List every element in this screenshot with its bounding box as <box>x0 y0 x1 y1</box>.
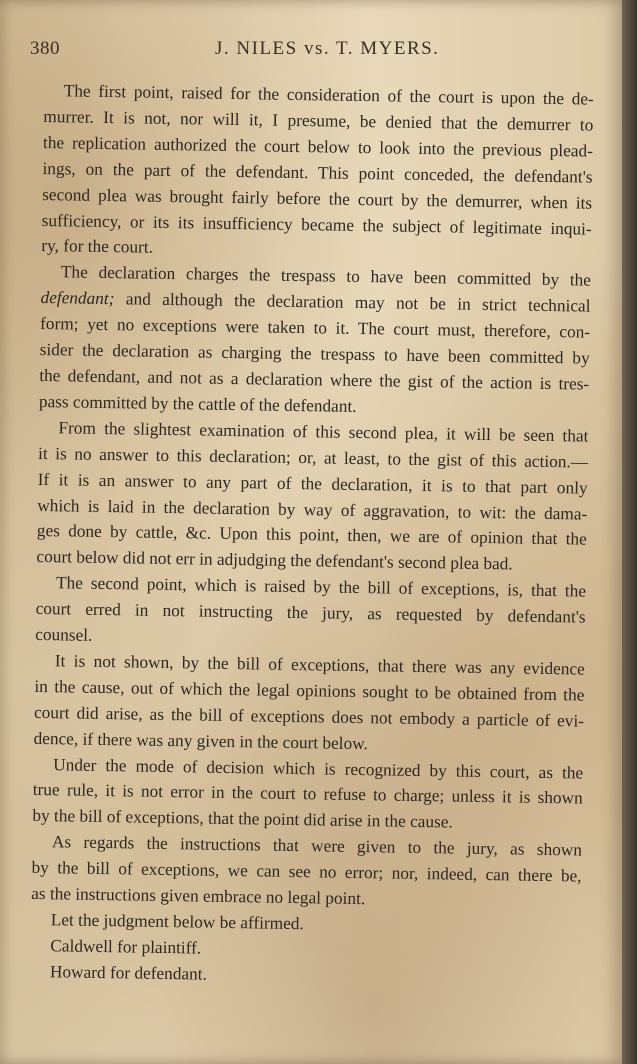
text-line: true rule, it is not error in the court to refuse to charge; unless it is shown <box>32 780 583 809</box>
text-line: which is laid in the declaration by way of aggravation, to wit: the dama- <box>37 495 588 524</box>
text-line: The declaration charges the trespass to have been committed by the <box>60 262 592 290</box>
paragraph-evidence <box>33 648 585 760</box>
text-line: ges done by cattle, &c. Upon this point, then, we are of opinion that the <box>36 521 587 549</box>
judgment-line: Let the judgment below be affirmed. <box>50 910 304 934</box>
text-line: It is not shown, by the bill of exceptions, that there was any evidence <box>54 651 585 679</box>
text-line: sufficiency, or its its insufficiency became the subject of legitimate inqui- <box>41 210 592 239</box>
text-line: ings, on the part of the defendant. This point conceded, the defendant's <box>42 158 593 187</box>
text-line: the defendant, and not as a declaration where the gist of the action is tres- <box>39 365 590 394</box>
book-edge <box>622 0 637 1064</box>
defendant-counsel-line: Howard for defendant. <box>49 962 208 984</box>
paragraph-second-plea <box>36 415 588 579</box>
text-line: court below did not err in adjudging the defendant's second plea bad. <box>36 547 513 574</box>
text-line: dence, if there was any given in the court below. <box>33 728 369 753</box>
text-line: court did arise, as the bill of exceptions does not embody a particle of evi- <box>33 702 585 731</box>
text-line: counsel. <box>35 624 93 645</box>
text-line: second plea was brought fairly before the court by the demurrer, when its <box>42 184 593 213</box>
paragraph-instructions <box>31 829 582 915</box>
text-line: As regards the instructions that were given to the jury, as shown <box>51 832 583 860</box>
text-line: The second point, which is raised by the bill of exceptions, is, that the <box>55 573 587 601</box>
paragraph-declaration <box>39 259 591 423</box>
paragraph-bill-of-exceptions <box>35 570 586 656</box>
opinion-text <box>30 78 594 993</box>
text-line: the replication authorized the court below to look into the previous plead- <box>42 132 594 161</box>
text-line: ry, for the court. <box>41 236 154 258</box>
text-line: by the bill of exceptions, we can see no error; nor, indeed, can there be, <box>31 858 582 886</box>
text-line: The first point, raised for the consideration of the court is upon the de- <box>63 81 594 109</box>
plaintiff-counsel-line: Caldwell for plaintiff. <box>50 936 202 958</box>
text-line: by the bill of exceptions, that the point did arise in the cause. <box>32 806 453 832</box>
paragraph-demurrer <box>41 78 594 268</box>
page-header <box>30 38 600 68</box>
text-line: Under the mode of decision which is recognized by this court, as the <box>53 754 584 783</box>
text-line: From the slightest examination of this second plea, it will be seen that <box>58 418 589 446</box>
text-line: as the instructions given embrace no legal point. <box>31 883 366 909</box>
text-line: in the cause, out of which the legal opinions sought to be obtained from the <box>34 676 585 705</box>
text-line: it is no answer to this declaration; or, at least, to the gist of this action.— <box>37 443 589 472</box>
text-line: form; yet no exceptions were taken to it. The court must, therefore, con- <box>39 314 591 342</box>
text-line: court erred in not instructing the jury, as requested by defendant's <box>35 599 586 627</box>
text-line: sider the declaration as charging the trespass to have been committed by <box>39 340 590 368</box>
running-head: J. NILES vs. T. MYERS. <box>215 38 440 59</box>
paragraph-mode-of-decision <box>32 751 583 837</box>
closing-lines <box>30 907 581 993</box>
text-line: defendant; and although the declaration may not be in strict technical <box>40 288 591 316</box>
text-line: If it is an answer to any part of the declaration, it is to that part only <box>37 469 588 498</box>
text-line: murrer. It is not, nor will it, I presume, be denied that the demurrer to <box>43 106 594 135</box>
text-line: pass committed by the cattle of the defendant. <box>38 391 357 416</box>
page-number: 380 <box>30 38 60 59</box>
